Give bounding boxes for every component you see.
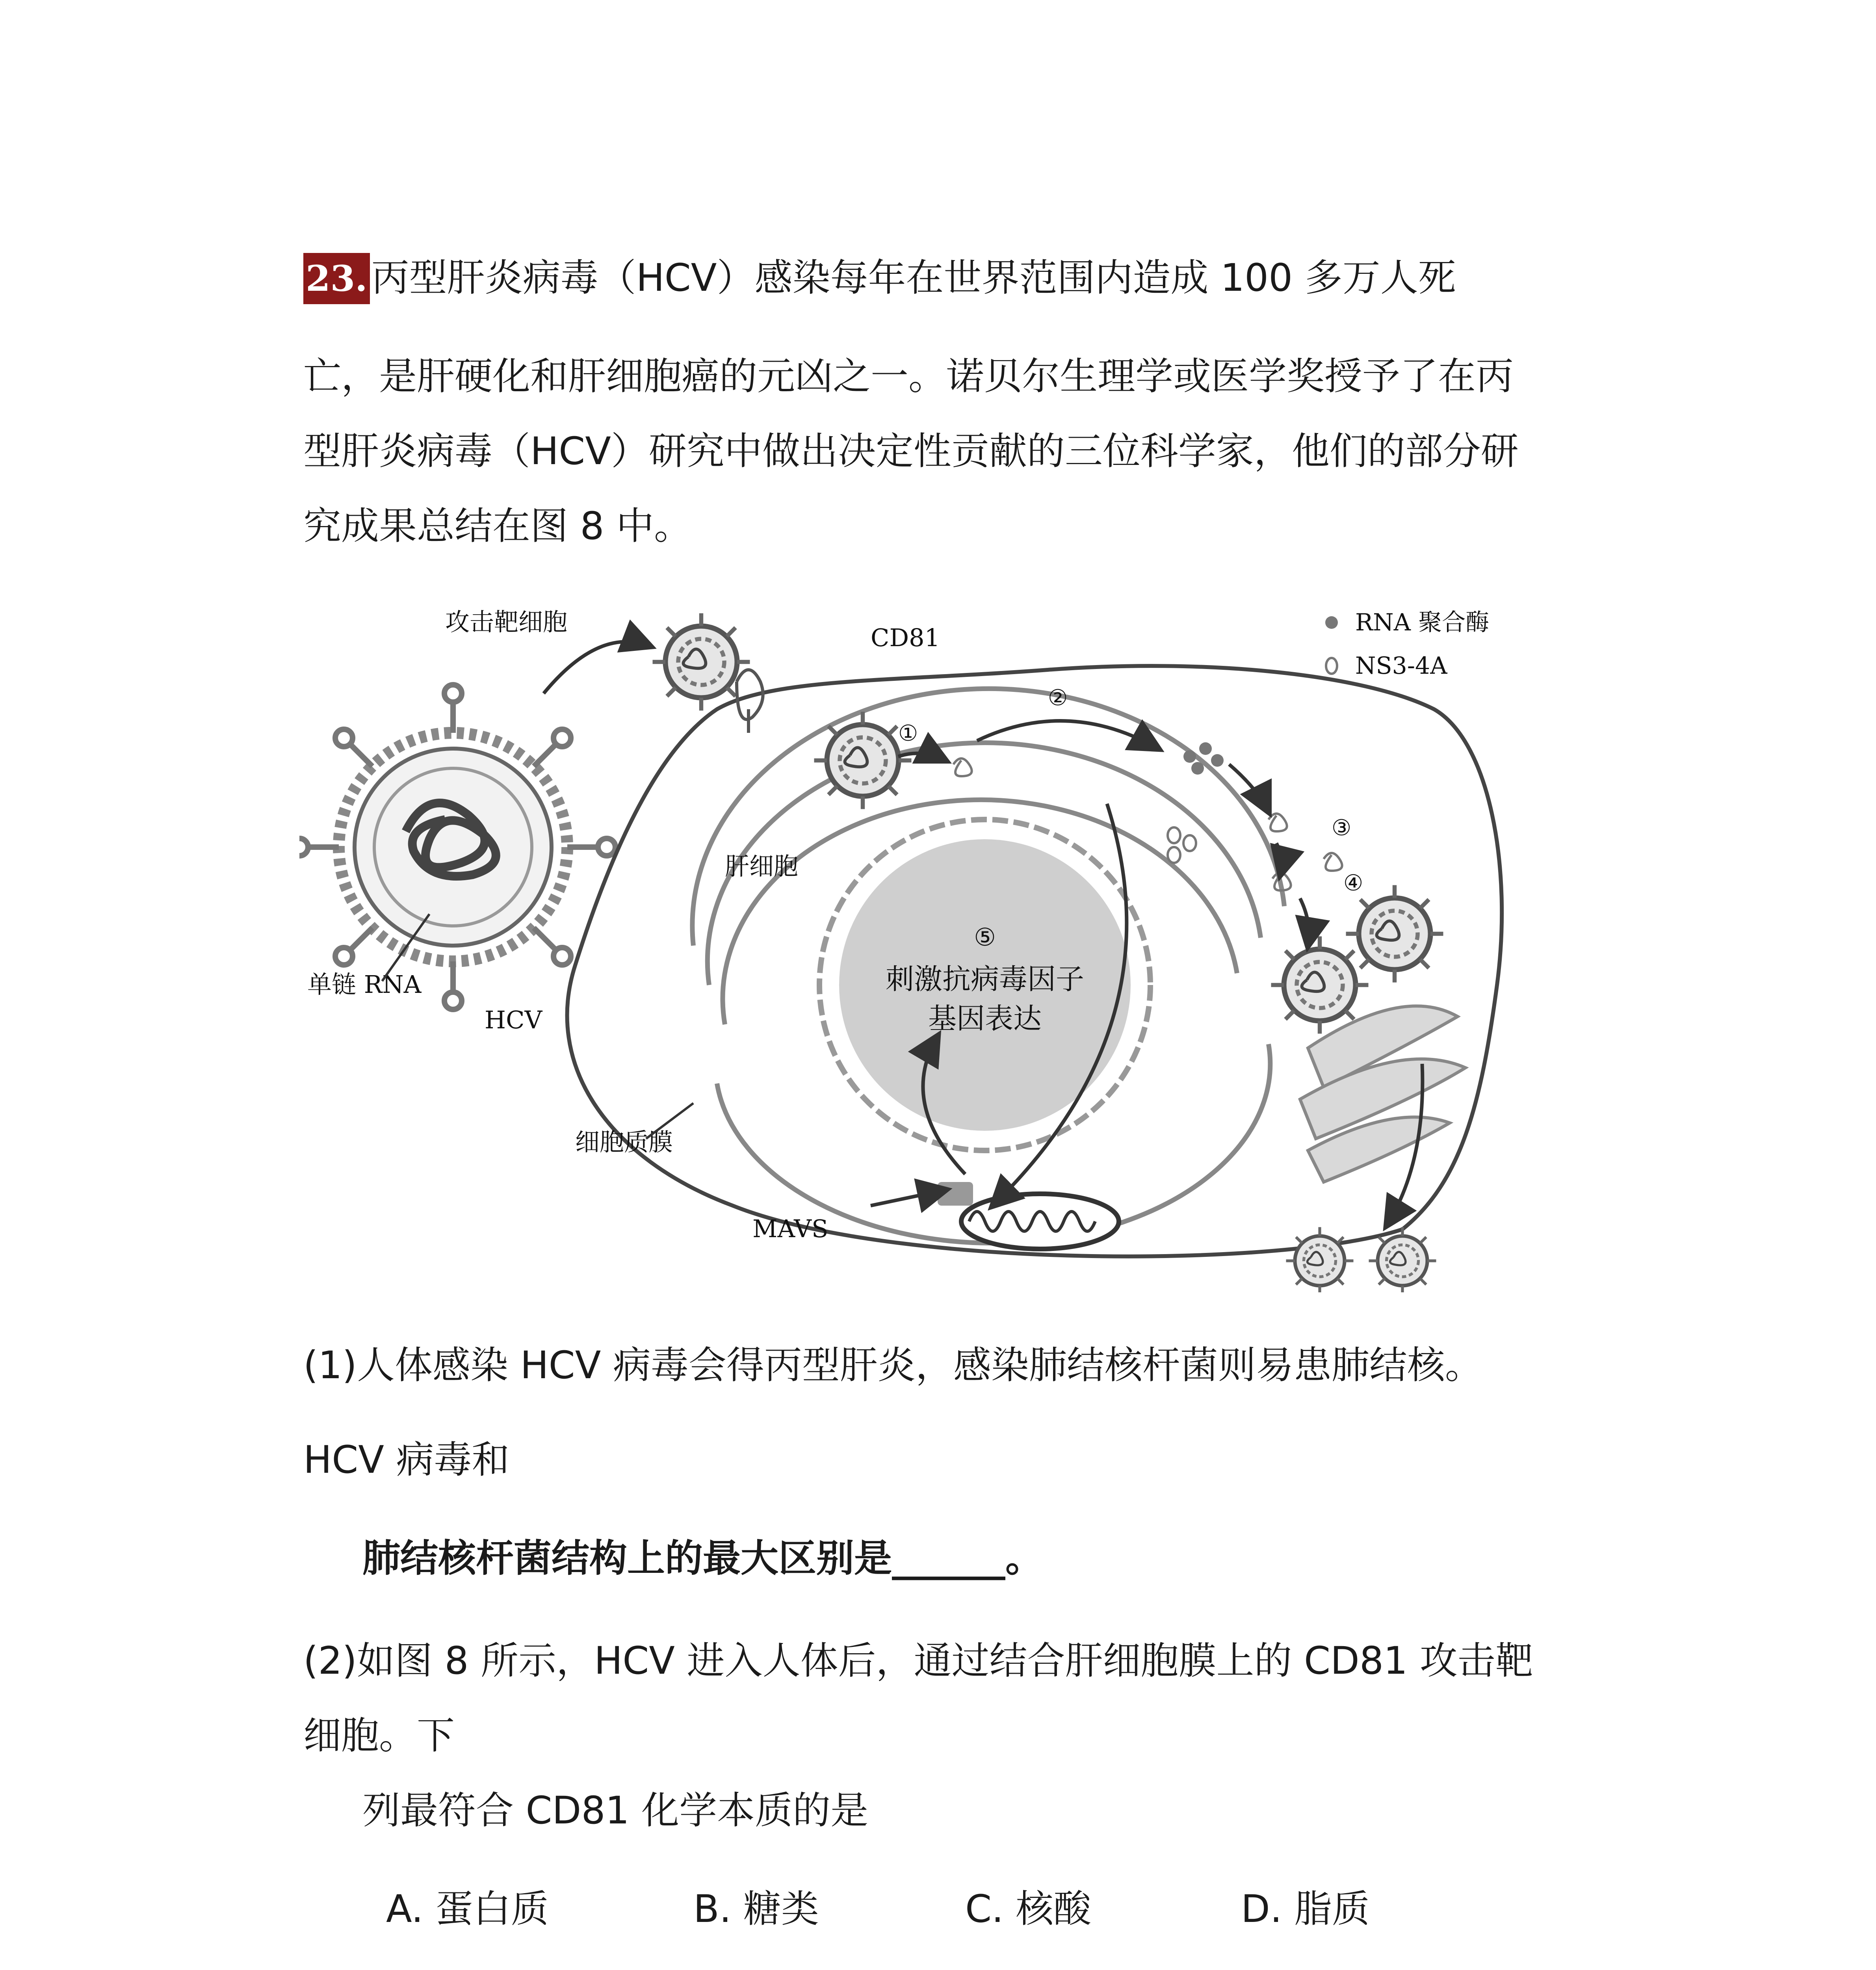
part1-line-3: 肺结核杆菌结构上的最大区别是______。 [362, 1536, 1043, 1580]
virion-binding [653, 613, 750, 711]
label-liver-cell: 肝细胞 [725, 852, 799, 881]
mavs-protein [938, 1182, 973, 1206]
label-cd81: CD81 [871, 623, 940, 652]
option-d: D. 脂质 [1241, 1887, 1370, 1931]
step-4-label: ④ [1343, 870, 1363, 896]
step-3-label: ③ [1332, 815, 1352, 841]
part2-line-2: 细胞。下 [303, 1714, 455, 1758]
part1-line-1: (1)人体感染 HCV 病毒会得丙型肝炎，感染肺结核杆菌则易患肺结核。 [303, 1343, 1483, 1387]
step-1-label: ① [898, 721, 918, 746]
label-attack-target-cell: 攻击靶细胞 [445, 608, 568, 636]
part2-line-3: 列最符合 CD81 化学本质的是 [362, 1788, 869, 1832]
step-2-label: ② [1048, 685, 1068, 711]
legend-rna-polymerase-icon [1325, 616, 1338, 629]
legend-ns3-4a: NS3-4A [1355, 652, 1447, 680]
nucleus-label-1: 刺激抗病毒因子 [885, 963, 1085, 996]
question-line-3: 型肝炎病毒（HCV）研究中做出决定性贡献的三位科学家，他们的部分研 [303, 429, 1519, 473]
part1-line-2: HCV 病毒和 [303, 1438, 510, 1482]
label-hcv: HCV [485, 1005, 542, 1034]
virion-entry [814, 712, 912, 809]
question-text-1: 丙型肝炎病毒（HCV）感染每年在世界范围内造成 100 多万人死 [371, 256, 1456, 300]
nucleus-step-5: ⑤ [974, 923, 996, 952]
hcv-virion-large [299, 685, 615, 1009]
question-line-2: 亡，是肝硬化和肝细胞癌的元凶之一。诺贝尔生理学或医学奖授予了在丙 [303, 354, 1514, 398]
legend-rna-polymerase: RNA 聚合酶 [1355, 609, 1490, 636]
virion-assembled-2 [1346, 885, 1443, 983]
label-mavs: MAVS [752, 1214, 828, 1243]
virion-released-2 [1369, 1227, 1436, 1293]
virion-assembled-1 [1271, 937, 1369, 1034]
question-line-4: 究成果总结在图 8 中。 [303, 504, 692, 548]
label-cell-membrane: 细胞质膜 [575, 1128, 673, 1156]
hcv-infection-diagram [299, 591, 1544, 1292]
option-a: A. 蛋白质 [386, 1887, 549, 1931]
mitochondrion [961, 1194, 1119, 1249]
option-b: B. 糖类 [693, 1887, 819, 1931]
nucleus-label-2: 基因表达 [928, 1002, 1042, 1035]
part2-line-1: (2)如图 8 所示，HCV 进入人体后，通过结合肝细胞膜上的 CD81 攻击靶 [303, 1639, 1533, 1683]
question-number: 23. [303, 253, 370, 304]
label-single-strand-rna: 单链 RNA [307, 970, 422, 999]
question-line-1 [303, 252, 1456, 304]
legend-ns3-4a-icon [1326, 658, 1337, 674]
virion-released-1 [1286, 1227, 1354, 1293]
option-c: C. 核酸 [965, 1887, 1092, 1931]
